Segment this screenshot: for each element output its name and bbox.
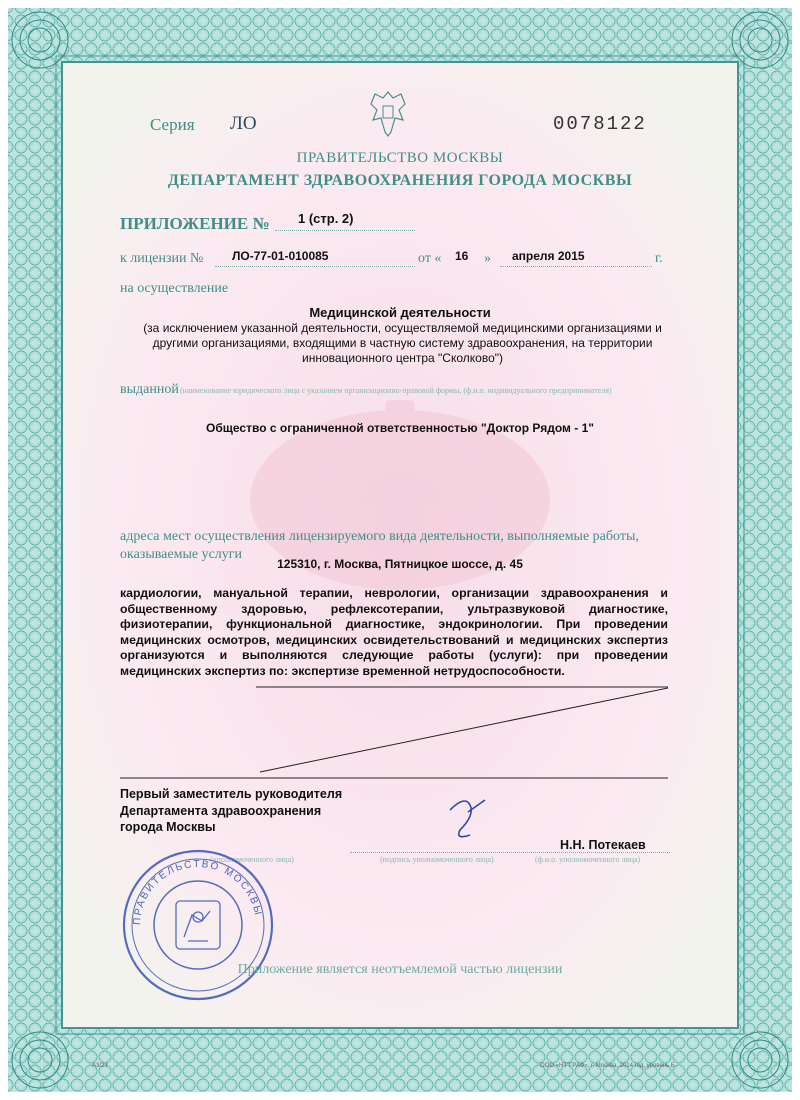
day-close: » [484,251,491,266]
issued-caption: (наименование юридического лица с указанием организационно-правовой формы, (ф.и.о. индивидуального предпринимателя) [180,386,612,395]
appendix-label: ПРИЛОЖЕНИЕ № [120,214,270,233]
appendix-underline [275,230,415,231]
footer-right-code: ООО «НТ"ГРАФ», г. Москва, 2014 год, уровень Б [540,1063,675,1069]
caption-name: (ф.и.о. уполномоченного лица) [535,855,641,864]
activity-label: на осуществление [120,281,229,296]
svg-text:ПРАВИТЕЛЬСТВО МОСКВЫ [132,859,264,925]
activity-description: (за исключением указанной деятельности, осуществляемой медицинскими организациями и другими организациями, входящими в частную систему здравоохранения, на территории инновационного центра "Сколково") [143,321,662,365]
address-value: 125310, г. Москва, Пятницкое шоссе, д. 45 [277,557,523,571]
gov-line: ПРАВИТЕЛЬСТВО МОСКВЫ [296,150,504,166]
footer-left-code: А3/23 [92,1063,108,1069]
appendix-value: 1 (стр. 2) [298,211,354,226]
form-number: 0078122 [553,113,647,135]
caption-signature: (подпись уполномоченного лица) [380,855,494,864]
license-day: 16 [455,249,469,263]
dept-line: ДЕПАРТАМЕНТ ЗДРАВООХРАНЕНИЯ ГОРОДА МОСКВЫ [167,172,633,189]
license-month-year: апреля 2015 [512,249,585,263]
signature-icon [440,790,500,850]
from-label: от « [418,251,442,266]
activity-title: Медицинской деятельности [309,305,491,320]
caption-position: (уполномоченного лица) [210,855,294,864]
license-number: ЛО-77-01-010085 [232,249,329,263]
company-name: Общество с ограниченной ответственностью "Доктор Рядом - 1" [206,421,594,435]
signature-underline [350,852,670,853]
official-stamp [118,845,278,1005]
coat-of-arms-icon [365,88,411,140]
license-label: к лицензии № [120,251,204,266]
series-label: Серия [150,115,195,134]
moscow-emblem-icon [176,901,220,949]
footer-note: Приложение является неотъемлемой частью лицензии [237,962,563,977]
signer-position: Первый заместитель руководителя Департамента здравоохранения города Москвы [120,787,343,834]
date-underline [500,266,652,267]
year-suffix: г. [655,251,663,266]
series-value: ЛО [230,113,257,134]
stamp-outer-text: ПРАВИТЕЛЬСТВО МОСКВЫ [131,858,264,926]
license-underline [215,266,415,267]
services-text: кардиологии, мануальной терапии, неврологии, организации здравоохранения и общественному здоровью, рефлексотерапии, ультразвуковой диагностике, физиотерапии, функциональной диагностике, эндокринологии. При проведении медицинских осмотров, медицинских освидетельствований и медицинских экспертиз организуются и выполняются следующие работы (услуги): при проведении медицинских экспертиз по: экспертизе временной нетрудоспособности. [120,586,668,678]
address-label: адреса мест осуществления лицензируемого вида деятельности, выполняемые работы, оказываемые услуги [120,529,639,562]
signer-name: Н.Н. Потекаев [560,838,646,852]
issued-label: выданной [120,382,179,397]
